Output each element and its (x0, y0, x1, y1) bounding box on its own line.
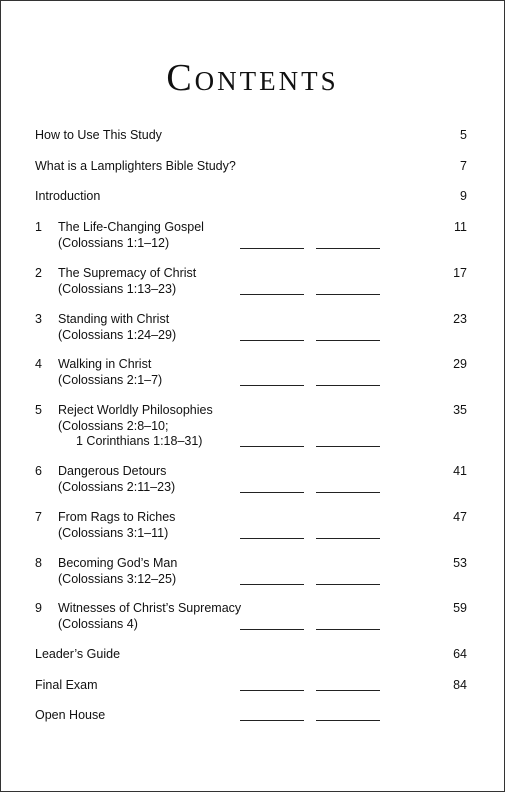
date-blank-line[interactable] (316, 492, 380, 493)
toc-entry-page: 84 (453, 678, 467, 692)
lesson-page: 41 (453, 464, 467, 478)
date-blank-line[interactable] (316, 720, 380, 721)
toc-entry-page: 9 (460, 189, 467, 203)
lesson-reference: (Colossians 3:12–25) (58, 571, 177, 586)
toc-entry-title: How to Use This Study (35, 128, 162, 142)
lesson-page: 17 (453, 266, 467, 280)
date-blank-line[interactable] (316, 294, 380, 295)
lesson-reference: (Colossians 2:8–10; (58, 418, 169, 433)
lesson-reference: (Colossians 1:13–23) (58, 281, 177, 296)
lesson-number: 7 (35, 510, 42, 524)
lesson-number: 9 (35, 601, 42, 615)
toc-entry-title: Introduction (35, 189, 101, 203)
date-blank-line[interactable] (240, 720, 304, 721)
date-blank-line[interactable] (240, 584, 304, 585)
lesson-page: 47 (453, 510, 467, 524)
lesson-page: 11 (454, 220, 467, 234)
page-title: Contents (166, 57, 339, 99)
lesson-title: Reject Worldly Philosophies (58, 403, 213, 417)
lesson-reference-secondary: 1 Corinthians 1:18–31) (76, 434, 203, 448)
lesson-title: Dangerous Detours (58, 464, 167, 478)
toc-entry-page: 64 (453, 647, 467, 661)
date-blank-line[interactable] (316, 690, 380, 691)
lesson-page: 23 (453, 312, 467, 326)
date-blank-line[interactable] (240, 248, 304, 249)
lesson-title: Standing with Christ (58, 312, 170, 326)
lesson-title: The Life-Changing Gospel (58, 220, 204, 234)
date-blank-line[interactable] (240, 690, 304, 691)
date-blank-line[interactable] (240, 629, 304, 630)
date-blank-line[interactable] (316, 629, 380, 630)
lesson-number: 4 (35, 357, 42, 371)
lesson-reference: (Colossians 4) (58, 616, 138, 631)
lesson-reference: (Colossians 1:1–12) (58, 235, 170, 250)
toc-entry-page: 7 (460, 159, 467, 173)
lesson-number: 8 (35, 556, 42, 570)
date-blank-line[interactable] (316, 340, 380, 341)
lesson-number: 2 (35, 266, 42, 280)
lesson-title: Walking in Christ (58, 357, 152, 371)
date-blank-line[interactable] (240, 294, 304, 295)
lesson-page: 29 (453, 357, 467, 371)
lesson-title: Witnesses of Christ’s Supremacy (58, 601, 242, 615)
toc-entry-title: Leader’s Guide (35, 647, 121, 661)
lesson-reference: (Colossians 2:1–7) (58, 372, 163, 387)
date-blank-line[interactable] (316, 584, 380, 585)
date-blank-line[interactable] (240, 340, 304, 341)
date-blank-line[interactable] (316, 446, 380, 447)
lesson-page: 59 (453, 601, 467, 615)
lesson-page: 53 (453, 556, 467, 570)
lesson-number: 5 (35, 403, 42, 417)
date-blank-line[interactable] (316, 385, 380, 386)
lesson-reference: (Colossians 1:24–29) (58, 327, 177, 342)
lesson-number: 1 (35, 220, 42, 234)
date-blank-line[interactable] (316, 538, 380, 539)
toc-entry-title: What is a Lamplighters Bible Study? (35, 159, 236, 173)
lesson-title: Becoming God’s Man (58, 556, 178, 570)
lesson-title: From Rags to Riches (58, 510, 176, 524)
toc-entry-title: Final Exam (35, 678, 98, 692)
date-blank-line[interactable] (240, 446, 304, 447)
lesson-number: 3 (35, 312, 42, 326)
date-blank-line[interactable] (240, 492, 304, 493)
lesson-page: 35 (453, 403, 467, 417)
lesson-number: 6 (35, 464, 42, 478)
lesson-reference: (Colossians 3:1–11) (58, 525, 169, 540)
toc-entry-title: Open House (35, 708, 106, 722)
lesson-title: The Supremacy of Christ (58, 266, 197, 280)
date-blank-line[interactable] (240, 538, 304, 539)
date-blank-line[interactable] (240, 385, 304, 386)
lesson-reference: (Colossians 2:11–23) (58, 479, 176, 494)
date-blank-line[interactable] (316, 248, 380, 249)
toc-entry-page: 5 (460, 128, 467, 142)
